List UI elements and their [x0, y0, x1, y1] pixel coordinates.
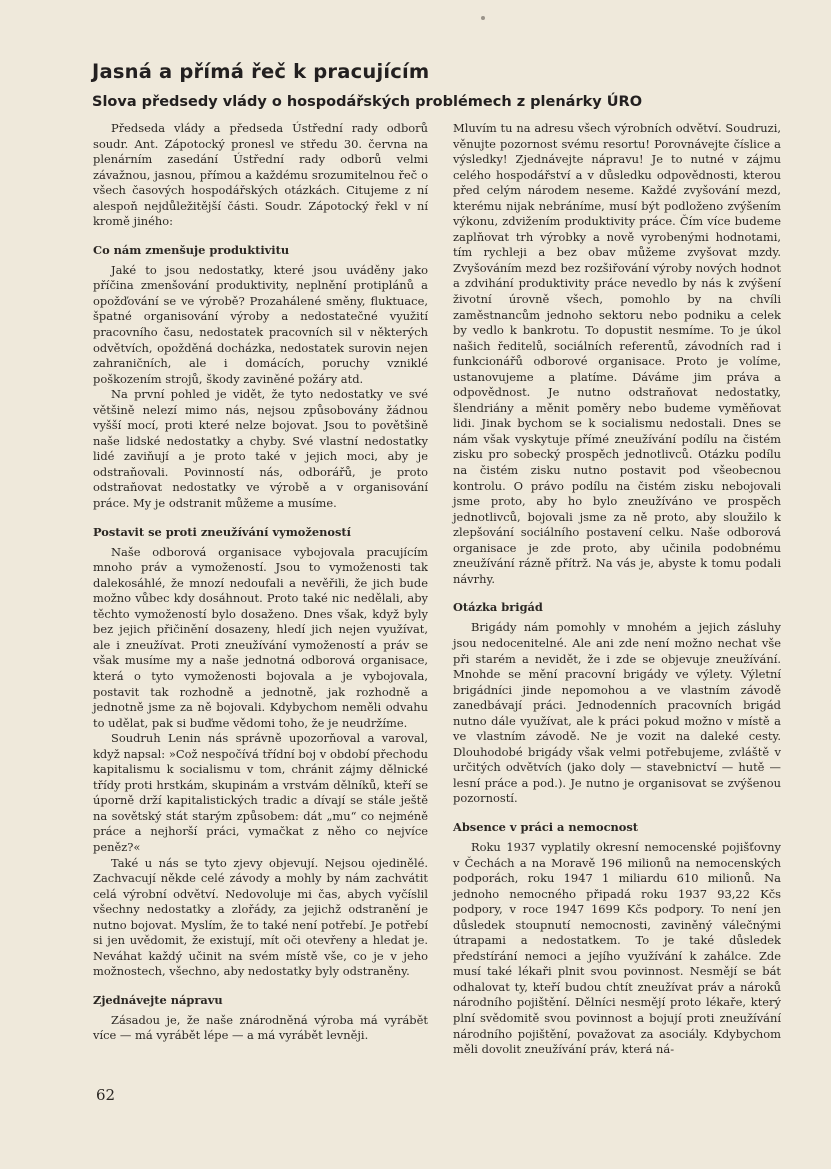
right-column: [453, 121, 781, 1058]
section-heading: Co nám zmenšuje produktivitu: [93, 242, 290, 257]
body-paragraph: Roku 1937 vyplatily okresní nemocenské pojišťovny v Čechách a na Moravě 196 milionů na nemocenských podporách, roku 1947 1 miliardu 610 milionů. Na jednoho nemocného připadá roku 1937 93,22 Kčs podpory, v roce 1947 1699 Kčs podpory. To není jen důsledek stoupnutí nemocnosti, zaviněný válečnými útrapami a nedostatkem. To je také důsledek předstírání nemoci a jejího využívání k zahálce. Zde musí také lékaři plnit svou povinnost. Nesmějí se bát odhalovat ty, kteří budou chtít zneužívat práv a nároků národního pojištění. Dělníci nesmějí proto lékaře, který plní svědomitě svou povinnost a bojují proti zneužívání národního pojištění, považovat za asociály. Kdybychom měli dovolit zneužívání práv, která ná-: [453, 839, 781, 1057]
body-paragraph: Soudruh Lenin nás správně upozorňoval a varoval, když napsal: »Což nespočívá třídní boj v období přechodu kapitalismu k socialismu v tom, chránit zájmy dělnické třídy proti hrstkám, skupinám a vrstvám dělníků, kteří se úporně drží kapitalistických tradic a dívají se stále ještě na sovětský stát starým způsobem: dát „mu“ co nejméně práce a nejhorší práci, vymačkat z něho co nejvíce peněz?«: [93, 731, 428, 854]
body-paragraph: Na první pohled je vidět, že tyto nedostatky ve své většině nelezí mimo nás, nejsou způsobovány žádnou vyšší mocí, proti které nelze bojovat. Jsou to povětšině naše lidské nedostatky a chyby. Své vlastní nedostatky lidé zaviňují a je proto také v jejich moci, aby je odstraňovali. Povinností nás, odborářů, je proto odstraňovat nedostatky ve výrobě a v organisování práce. My je odstranit můžeme a musíme.: [93, 387, 428, 511]
section-heading: Zjednávejte nápravu: [93, 992, 223, 1007]
continuation-paragraph: Mluvím tu na adresu všech výrobních odvětví. Soudruzi, věnujte pozornost svému resortu! Porovnávejte číslice a výsledky! Zjednávejte nápravu! Je to nutné v zájmu celého hospodářství a v důsledku odpovědnosti, kterou před celým národem neseme. Každé zvyšování mezd, kterému nijak nebráníme, musí být podloženo zvýšením výkonu, zdvižením produktivity práce. Čím více budeme zaplňovat trh výrobky a nově vyrobenými hodnotami, tím rychleji a bez obav můžeme zvyšovat mzdy. Zvyšováním mezd bez rozšiřování výroby nových hodnot a zdvihání produktivity práce nevedlo by nás k zvýšení životní úrovně všech, pomohlo by na chvíli zaměstnancům jednoho sektoru nebo podniku a celek by vedlo k bankrotu. To dopustit nesmíme. To je úkol našich ředitelů, sociálních referentů, závodních rad i funkcionářů odborové organisace. Proto je volíme, ustanovujeme a platíme. Dáváme jim práva a odpovědnost. Je nutno odstraňovat nedostatky, šlendriány a měnit poměry nebo budeme vyměňovat lidi. Jinak bychom se k socialismu nedostali. Dnes se nám však vyskytuje přímé zneužívání podílu na čistém zisku pro sobecký prospěch jednotlivců. Otázku podílu na čistém zisku nutno postavit pod všeobecnou kontrolu. O právo podílu na čistém zisku nebojovali jsme proto, aby ho bylo zneužíváno ve prospěch jednotlivců, bojovali jsme za ně proto, aby sloužilo k zlepšování sociálního postavení celku. Naše odborová organisace je zde proto, aby učinila podobnému zneužívání rázně přítrž. Na vás je, abyste k tomu podali návrhy.: [453, 121, 781, 586]
section-heading: Absence v práci a nemocnost: [453, 819, 639, 834]
page-number: 62: [96, 1086, 116, 1104]
body-paragraph: Naše odborová organisace vybojovala pracujícím mnoho práv a vymožeností. Jsou to vymoženosti tak dalekosáhlé, že mnozí nedoufali a nevěřili, že jich bude možno vůbec kdy dosáhnout. Proto také nic nedělali, aby těchto vymožeností bylo dosaženo. Dnes však, když byly bez jejich přičinění dosazeny, hledí jich nejen využívat, ale i zneužívat. Proti zneužívání vymožeností a práv se však musíme my a naše jednotná odborová organisace, která o tyto vymoženosti bojovala a je vybojovala, postavit tak rozhodně a jednotně, jak rozhodně a jednotně jsme za ně bojovali. Kdybychom neměli odvahu to udělat, pak si buďme vědomi toho, že je neudržíme.: [93, 544, 428, 730]
article-subtitle: Slova předsedy vlády o hospodářských problémech z plenárky ÚRO: [92, 94, 643, 110]
intro-paragraph: Předseda vlády a předseda Ústřední rady odborů soudr. Ant. Zápotocký pronesl ve středu 30. června na plenárním zasedání Ústřední rady odborů velmi závažnou, jasnou, přímou a každému srozumitelnou řeč o všech časových hospodářských otázkách. Citujeme z ní alespoň nejdůležitější části. Soudr. Zápotocký řekl v ní kromě jiného:: [93, 121, 428, 229]
section-heading: Postavit se proti zneužívání vymožeností: [93, 524, 351, 539]
body-paragraph: Také u nás se tyto zjevy objevují. Nejsou ojedinělé. Zachvacují někde celé závody a mohly by nám zachvátit celá výrobní odvětví. Nedovoluje mi čas, abych vyčíslil všechny nedostatky a zlořády, za jejichž odstranění je nutno bojovat. Myslím, že to také není potřebí. Je potřebí si jen uvědomit, že existují, mít oči otevřeny a hledat je. Neváhat každý učinit na svém místě vše, co je v jeho možnostech, všechno, aby nedostatky byly odstraněny.: [93, 855, 428, 979]
section-heading: Otázka brigád: [453, 600, 543, 615]
article-title: Jasná a přímá řeč k pracujícím: [92, 60, 430, 83]
body-paragraph: Jaké to jsou nedostatky, které jsou uváděny jako příčina zmenšování produktivity, neplnění protiplánů a opožďování se ve výrobě? Prozahálené směny, fluktuace, špatné organisování výroby a nedostatečné využití pracovního času, nedostatek pracovních sil v některých odvětvích, opožděná docházka, nedostatek surovin nejen zahraničních, ale i domácích, poruchy vzniklé poškozením strojů, škody zaviněné požáry atd.: [93, 262, 428, 386]
body-paragraph: Brigády nám pomohly v mnohém a jejich zásluhy jsou nedocenitelné. Ale ani zde není možno nechat vše při starém a nevidět, že i zde se objevuje zneužívání. Mnohde se mění pracovní brigády ve výlety. Výletní brigádníci jinde nepomohou a ve vlastním závodě zanedbávají práci. Jednodenních pracovních brigád nutno dále využívat, ale k práci pokud možno v místě a ve vlastním závodě. Ne je vozit na daleké cesty. Dlouhodobé brigády však velmi potřebujeme, zvláště v určitých odvětvích (jako doly — stavebnictví — hutě — lesní práce a pod.). Je nutno je organisovat se zvýšenou pozorností.: [453, 620, 781, 806]
body-paragraph: Zásadou je, že naše znárodněná výroba má vyrábět více — má vyrábět lépe — a má vyrábět levněji.: [93, 1012, 428, 1043]
left-column: [93, 121, 428, 1044]
page-dot: [481, 16, 485, 20]
